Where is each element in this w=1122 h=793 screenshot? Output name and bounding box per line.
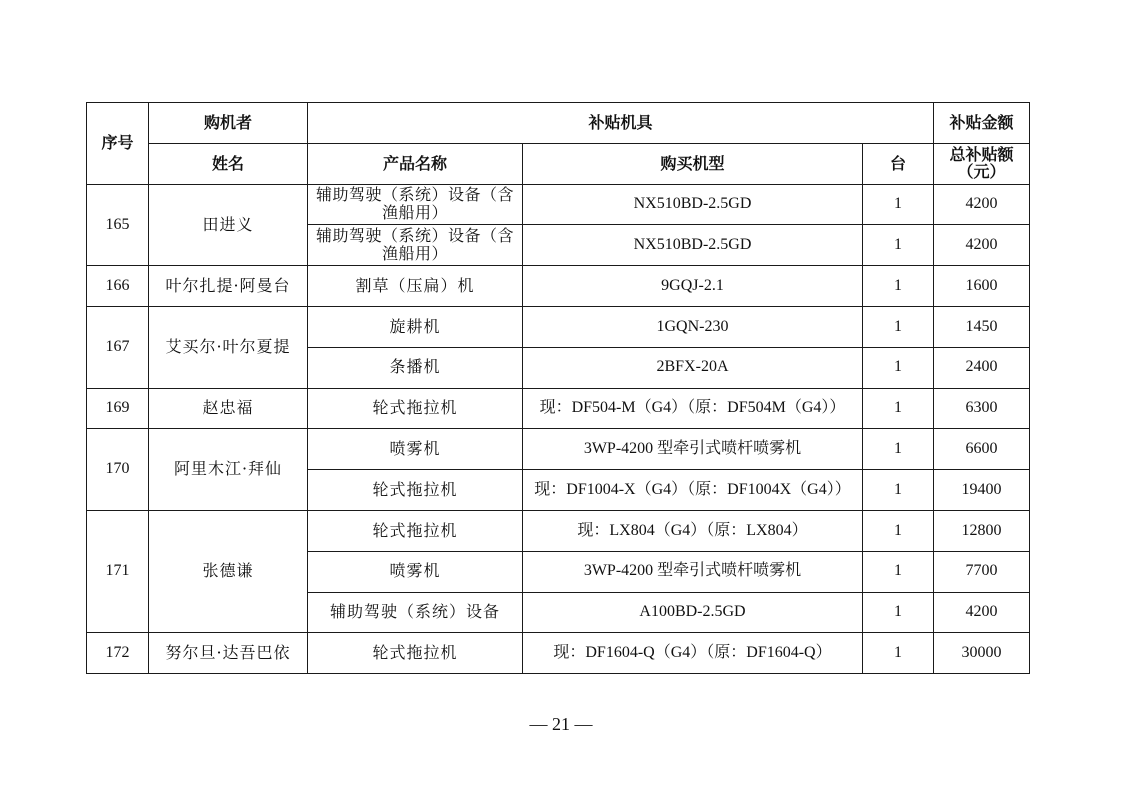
header-row-1 [87, 103, 1030, 144]
cell-model: A100BD-2.5GD [523, 592, 863, 633]
table-row [87, 510, 1030, 551]
header-buyer: 购机者 [149, 103, 308, 144]
cell-qty: 1 [863, 551, 934, 592]
cell-amount: 1450 [934, 306, 1030, 347]
cell-model: 现：DF504-M（G4）（原：DF504M（G4）） [523, 388, 863, 429]
header-product: 产品名称 [308, 143, 523, 184]
cell-qty: 1 [863, 388, 934, 429]
header-name: 姓名 [149, 143, 308, 184]
header-qty: 台 [863, 143, 934, 184]
cell-amount: 1600 [934, 266, 1030, 307]
cell-product: 轮式拖拉机 [308, 388, 523, 429]
cell-product: 喷雾机 [308, 429, 523, 470]
cell-amount: 4200 [934, 592, 1030, 633]
cell-amount: 2400 [934, 347, 1030, 388]
header-amount: 补贴金额 [934, 103, 1030, 144]
cell-buyer-name: 赵忠福 [149, 388, 308, 429]
cell-model: 9GQJ-2.1 [523, 266, 863, 307]
cell-product: 辅助驾驶（系统）设备（含渔船用） [308, 184, 523, 225]
cell-product: 轮式拖拉机 [308, 470, 523, 511]
cell-model: 1GQN-230 [523, 306, 863, 347]
cell-qty: 1 [863, 225, 934, 266]
cell-seq: 165 [87, 184, 149, 266]
header-row-2 [87, 143, 1030, 184]
cell-product: 轮式拖拉机 [308, 633, 523, 674]
cell-model: 2BFX-20A [523, 347, 863, 388]
header-machine: 补贴机具 [308, 103, 934, 144]
header-total: 总补贴额（元） [934, 143, 1030, 184]
cell-model: 3WP-4200 型牵引式喷杆喷雾机 [523, 429, 863, 470]
subsidy-table [86, 102, 1030, 674]
cell-qty: 1 [863, 429, 934, 470]
cell-seq: 170 [87, 429, 149, 511]
cell-buyer-name: 张德谦 [149, 510, 308, 632]
cell-qty: 1 [863, 347, 934, 388]
cell-amount: 6600 [934, 429, 1030, 470]
cell-model: NX510BD-2.5GD [523, 184, 863, 225]
cell-amount: 30000 [934, 633, 1030, 674]
cell-buyer-name: 田进义 [149, 184, 308, 266]
cell-amount: 6300 [934, 388, 1030, 429]
cell-qty: 1 [863, 633, 934, 674]
cell-model: 现：DF1604-Q（G4）（原：DF1604-Q） [523, 633, 863, 674]
cell-amount: 4200 [934, 184, 1030, 225]
cell-buyer-name: 叶尔扎提·阿曼台 [149, 266, 308, 307]
cell-qty: 1 [863, 592, 934, 633]
cell-buyer-name: 艾买尔·叶尔夏提 [149, 306, 308, 388]
header-seq: 序号 [87, 103, 149, 185]
cell-qty: 1 [863, 266, 934, 307]
cell-product: 旋耕机 [308, 306, 523, 347]
cell-seq: 172 [87, 633, 149, 674]
cell-model: NX510BD-2.5GD [523, 225, 863, 266]
cell-amount: 12800 [934, 510, 1030, 551]
cell-amount: 19400 [934, 470, 1030, 511]
cell-model: 现：DF1004-X（G4）（原：DF1004X（G4）） [523, 470, 863, 511]
cell-qty: 1 [863, 306, 934, 347]
cell-product: 喷雾机 [308, 551, 523, 592]
cell-model: 3WP-4200 型牵引式喷杆喷雾机 [523, 551, 863, 592]
table-row [87, 429, 1030, 470]
cell-qty: 1 [863, 184, 934, 225]
cell-amount: 7700 [934, 551, 1030, 592]
cell-qty: 1 [863, 470, 934, 511]
table-row [87, 633, 1030, 674]
cell-product: 辅助驾驶（系统）设备（含渔船用） [308, 225, 523, 266]
cell-product: 辅助驾驶（系统）设备 [308, 592, 523, 633]
cell-product: 轮式拖拉机 [308, 510, 523, 551]
table-row [87, 184, 1030, 225]
cell-qty: 1 [863, 510, 934, 551]
cell-amount: 4200 [934, 225, 1030, 266]
cell-seq: 166 [87, 266, 149, 307]
table-row [87, 266, 1030, 307]
header-model: 购买机型 [523, 143, 863, 184]
cell-product: 条播机 [308, 347, 523, 388]
table-row [87, 388, 1030, 429]
page-number: — 21 — [529, 714, 593, 734]
cell-buyer-name: 努尔旦·达吾巴依 [149, 633, 308, 674]
cell-product: 割草（压扁）机 [308, 266, 523, 307]
table-header [87, 103, 1030, 185]
cell-buyer-name: 阿里木江·拜仙 [149, 429, 308, 511]
cell-model: 现：LX804（G4）（原：LX804） [523, 510, 863, 551]
table-body [87, 184, 1030, 674]
cell-seq: 169 [87, 388, 149, 429]
cell-seq: 171 [87, 510, 149, 632]
cell-seq: 167 [87, 306, 149, 388]
table-row [87, 306, 1030, 347]
